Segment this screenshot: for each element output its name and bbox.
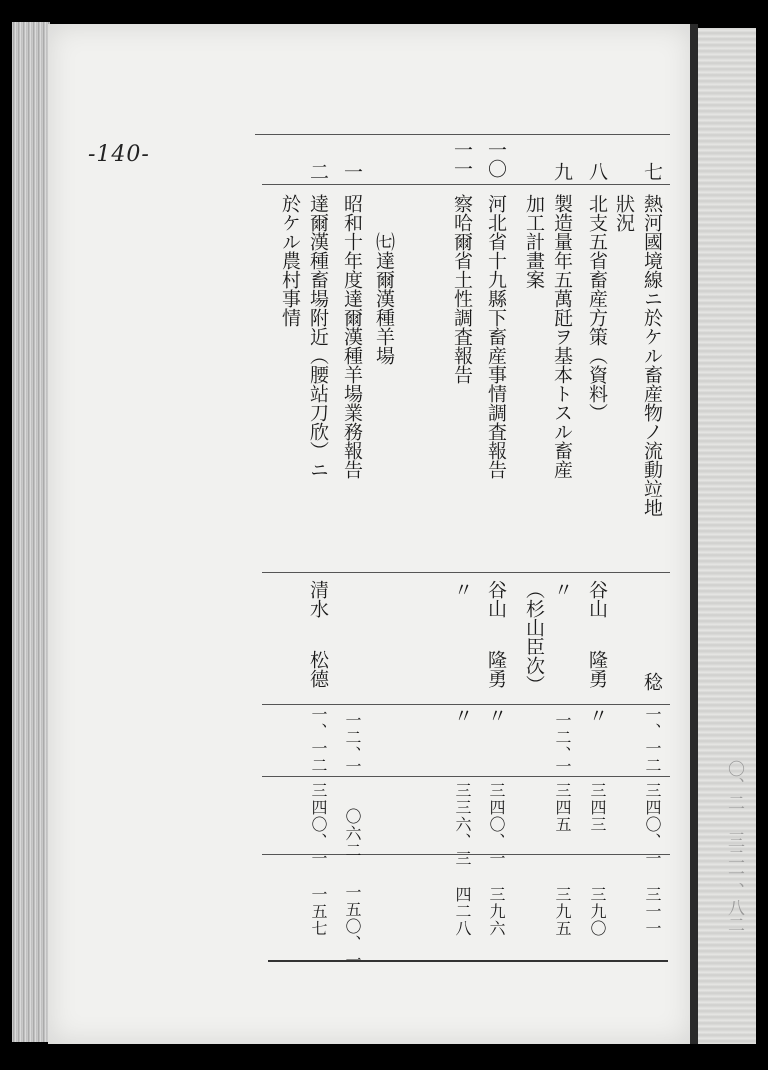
bottom-rule: [268, 960, 668, 962]
row-page: 三四三: [588, 782, 607, 833]
row-title: 製造量年五萬瓩ヲ基本トスル畜産: [551, 194, 573, 479]
row-title: 察哈爾省土性調査報告: [451, 194, 473, 384]
row-date: 三九六: [487, 886, 506, 937]
row-ditto: 〃: [551, 580, 573, 599]
row-volume-number: 一: [553, 758, 572, 775]
row-date: 三九〇: [588, 886, 607, 937]
row-author: 清水: [307, 580, 329, 618]
row-page: 三四〇、一: [309, 782, 328, 867]
row-number: 九: [551, 162, 573, 181]
section-heading: ㈦達爾漢種羊場: [373, 232, 395, 365]
row-volume: 一二、: [343, 712, 362, 763]
row-author: （杉山臣次）: [523, 580, 545, 694]
row-title: 熱河國境線ニ於ケル畜産物ノ流動竝地: [641, 194, 663, 517]
volume-column-rule: [262, 776, 670, 777]
row-author-name: 隆勇: [586, 650, 608, 688]
title-column-rule: [262, 572, 670, 573]
row-author: 谷山: [485, 580, 507, 618]
row-volume: 〃: [451, 706, 473, 725]
row-title: 北支五省畜産方策（資料）: [586, 194, 608, 422]
row-number: 一一: [451, 140, 473, 178]
row-number: 一〇: [485, 140, 507, 178]
row-date: 三一一: [643, 886, 662, 937]
row-page: 三三六、三: [453, 782, 472, 867]
row-title-continuation: 狀況: [613, 194, 635, 232]
row-ditto: 〃: [451, 580, 473, 599]
row-date: 一五七: [309, 886, 328, 937]
row-number: 七: [641, 162, 663, 181]
row-volume: 〃: [485, 706, 507, 725]
gutter: [690, 24, 698, 1044]
row-title: 達爾漢種畜場附近（腰站刀欣）ニ: [307, 194, 329, 479]
bleed-through-text: 〇、二 三二一、八二: [724, 760, 744, 933]
row-title: 河北省十九縣下畜産事情調査報告: [485, 194, 507, 479]
row-date: 一五〇、一: [343, 884, 362, 969]
row-volume: 〃: [586, 706, 608, 725]
row-volume-number: 一、一二: [643, 706, 662, 774]
header-rule: [262, 184, 670, 185]
row-date: 三九五: [553, 886, 572, 937]
book-spine: [12, 22, 50, 1042]
row-author: 稔: [641, 672, 663, 691]
row-date: 四二八: [453, 886, 472, 937]
row-title-continuation: 加工計畫案: [523, 194, 545, 289]
top-rule: [255, 134, 670, 135]
row-page: 三四〇、一: [487, 782, 506, 867]
row-number: 八: [586, 162, 608, 181]
page-number: -140-: [88, 142, 150, 167]
row-volume-number: 一、一二: [309, 706, 328, 774]
author-column-rule: [262, 704, 670, 705]
row-number: 二: [307, 162, 329, 181]
row-page: 三四〇、一: [643, 782, 662, 867]
row-author-name: 隆勇: [485, 650, 507, 688]
row-page: 三四五: [553, 782, 572, 833]
row-page: 〇六二: [343, 808, 362, 859]
row-author: 谷山: [586, 580, 608, 618]
row-number: 一: [341, 162, 363, 181]
row-volume: 一二、: [553, 712, 572, 763]
row-title-continuation: 於ケル農村事情: [279, 194, 301, 327]
row-author-name: 松德: [307, 650, 329, 688]
row-volume-number: 一: [343, 758, 362, 775]
row-title: 昭和十年度達爾漢種羊場業務報告: [341, 194, 363, 479]
